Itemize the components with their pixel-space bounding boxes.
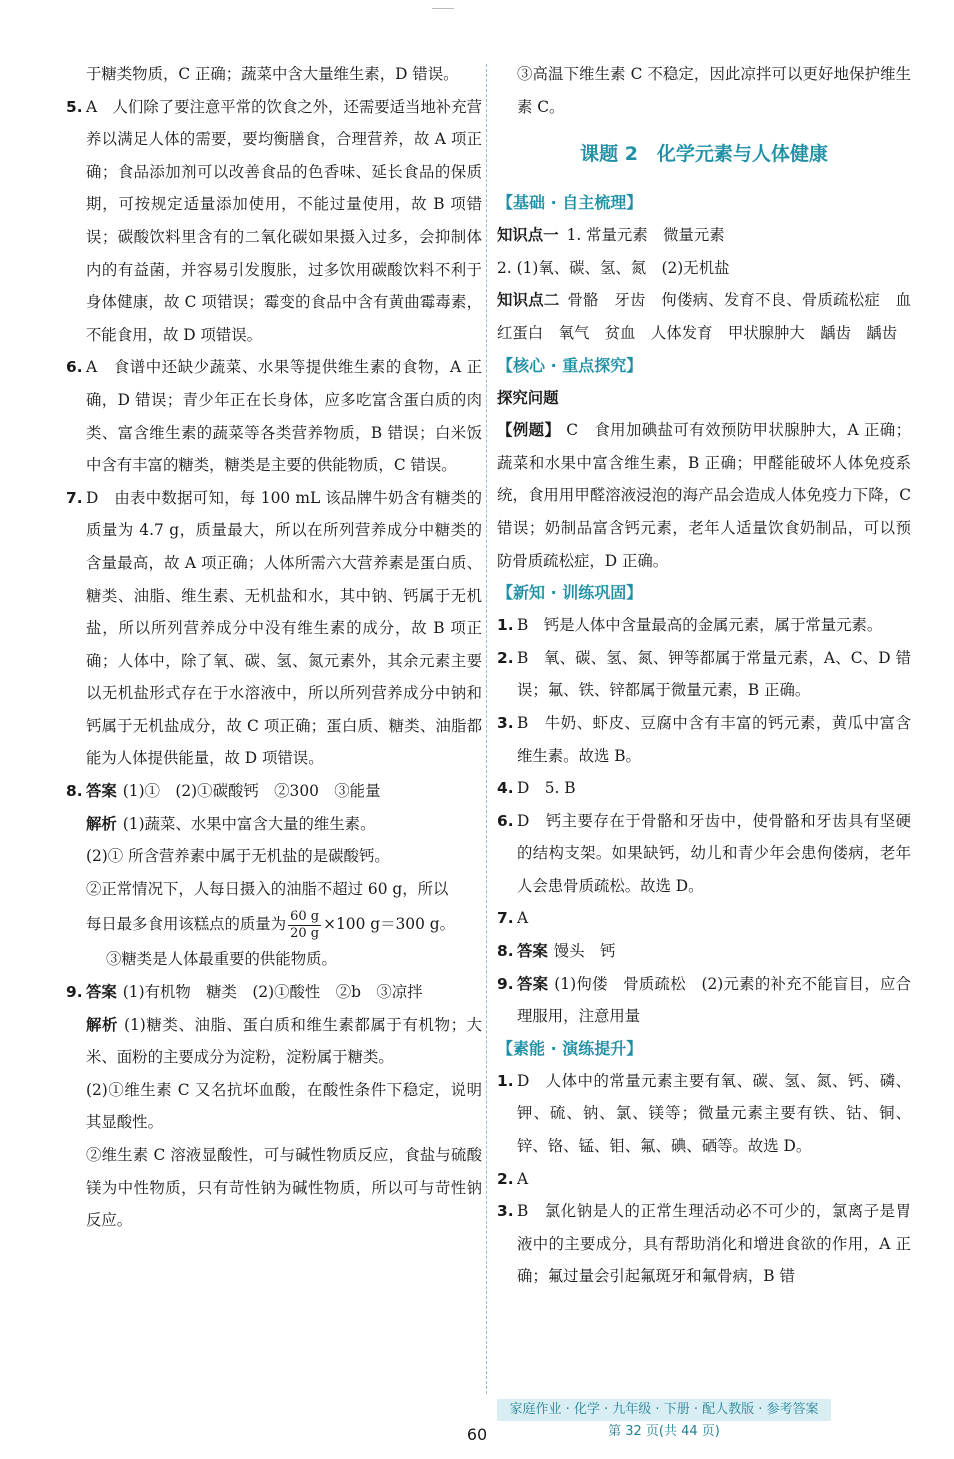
skill-2: 2. A <box>497 1169 529 1188</box>
top-mark <box>432 8 454 9</box>
new-2: 2. B 氧、碳、氢、氮、钾等都属于常量元素，A、C、D 错误；氟、铁、锌都属于微量元素，B 正确。 <box>497 648 911 700</box>
new-4-5: 4. D 5. B <box>497 779 576 798</box>
answer-label: 答案 <box>86 782 117 801</box>
answer-8-line: ③糖类是人体最重要的供能物质。 <box>106 950 337 969</box>
new-8: 8. 答案 馒头 钙 <box>497 942 616 961</box>
skill-3: 3. B 氯化钠是人的正常生理活动必不可少的，氯离子是胃液中的主要成分，具有帮助消化和增进食欲的作用，A 正确；氟过量会引起氟斑牙和氟骨病，B 错 <box>497 1202 911 1286</box>
knowledge-point-2: 知识点二 骨骼 牙齿 佝偻病、发育不良、骨质疏松症 血红蛋白 氧气 贫血 人体发育 甲状腺肿大 龋齿 龋齿 <box>497 291 911 342</box>
answer-9-line: (2)①维生素 C 又名抗坏血酸，在酸性条件下稳定，说明其显酸性。 <box>86 1080 482 1132</box>
knowledge-point-1-line2: 2. (1)氧、碳、氢、氮 (2)无机盐 <box>497 258 730 277</box>
fraction: $\frac{60 g}{20 g}$ <box>290 908 320 941</box>
new-7: 7. A <box>497 909 529 928</box>
explore-heading: 探究问题 <box>497 388 559 407</box>
answer-5: 5. A 人们除了要注意平常的饮食之外，还需要适当地补充营养以满足人体的需要，要均衡膳食，合理营养，故 A 项正确；食品添加剂可以改善食品的色香味、延长食品的保质期，可按规定适量添加使用，不能过量使用，故 B 项错误；碳酸饮料里含有的二氧化碳如果摄入过多，会抑制体内的有益菌，并容易引发腹胀，过多饮用碳酸饮料不利于身体健康，故 C 项错误；霉变的食品中含有黄曲霉毒素，不能食用，故 D 项错误。 <box>66 97 482 344</box>
knowledge-point-1: 知识点一 1. 常量元素 微量元素 <box>497 226 725 245</box>
lesson-title: 课题 2 化学元素与人体健康 <box>580 143 828 166</box>
answer-7: 7. D 由表中数据可知，每 100 mL 该品牌牛奶含有糖类的质量为 4.7 g，质量最大，所以在所列营养成分中糖类的含量最高，故 A 项正确；人体所需六大营养素是蛋白质、糖类、油脂、维生素、无机盐和水，其中钠、钙属于无机盐，所以所列营养成分中没有维生素的成分，故 B 项正确；人体中，除了氧、碳、氢、氮元素外，其余元素主要以无机盐形式存在于水溶液中，所以所列营养成分中钠和钙属于无机盐成分，故 C 项正确；蛋白质、糖类、油脂都能为人体提供能量，故 D 项错误。 <box>66 488 482 768</box>
answer-6: 6. A 食谱中还缺少蔬菜、水果等提供维生素的食物，A 正确，D 错误；青少年正在长身体，应多吃富含蛋白质的肉类、富含维生素的蔬菜等各类营养物质，B 错误；白米饭中含有丰富的糖类，糖类是主要的供能物质，C 错误。 <box>66 358 482 475</box>
answer-8-line: ②正常情况下，人每日摄入的油脂不超过 60 g，所以 <box>86 879 449 898</box>
section-heading: 【素能 · 演练提升】 <box>497 1038 643 1058</box>
example: 【例题】 C 食用加碘盐可有效预防甲状腺肿大，A 正确；蔬菜和水果中富含维生素，B 正确；甲醛能破坏人体免疫系统，食用用甲醛溶液浸泡的海产品会造成人体免疫力下降，C 错误；奶制品富含钙元素，老年人适量饮食奶制品，可以预防骨质疏松症，D 正确。 <box>497 421 911 570</box>
section-heading: 【核心 · 重点探究】 <box>497 355 643 375</box>
skill-1: 1. D 人体中的常量元素主要有氧、碳、氢、氮、钙、磷、钾、硫、钠、氯、镁等；微量元素主要有铁、钴、铜、锌、铬、锰、钼、氟、碘、硒等。故选 D。 <box>497 1071 911 1156</box>
right-column <box>497 58 911 1293</box>
answer-9-analysis: 解析 (1)糖类、油脂、蛋白质和维生素都属于有机物；大米、面粉的主要成分为淀粉，淀粉属于糖类。 <box>86 1015 482 1067</box>
section-heading: 【基础 · 自主梳理】 <box>497 193 643 213</box>
answer-8-line: (2)① 所含营养素中属于无机盐的是碳酸钙。 <box>86 847 390 866</box>
new-9: 9. 答案 (1)佝偻 骨质疏松 (2)元素的补充不能盲目，应合理服用，注意用量 <box>497 974 911 1026</box>
footer-band: 家庭作业 · 化学 · 九年级 · 下册 · 配人教版 · 参考答案 第 32 页(共 44 页) <box>497 1399 831 1421</box>
new-1: 1. B 钙是人体中含量最高的金属元素，属于常量元素。 <box>497 616 883 635</box>
section-heading: 【新知 · 训练巩固】 <box>497 583 643 603</box>
answer-9-line: ②维生素 C 溶液显酸性，可与碱性物质反应，食盐与硫酸镁为中性物质，只有苛性钠为碱性物质，所以可与苛性钠反应。 <box>86 1146 482 1230</box>
answer-label: 答案 <box>86 983 117 1002</box>
new-6: 6. D 钙主要存在于骨骼和牙齿中，使骨骼和牙齿具有坚硬的结构支架。如果缺钙，幼儿和青少年会患佝偻病，老年人会患骨质疏松。故选 D。 <box>497 811 911 895</box>
answer-8: 8. 答案 (1)① (2)①碳酸钙 ②300 ③能量 <box>66 782 381 801</box>
answer-9: 9. 答案 (1)有机物 糖类 (2)①酸性 ②b ③凉拌 <box>66 983 423 1002</box>
left-column <box>66 58 482 1237</box>
answer-8-analysis: 解析 (1)蔬菜、水果中富含大量的维生素。 <box>86 814 376 833</box>
column-divider <box>486 64 487 1394</box>
answer-8-formula: 每日最多食用该糕点的质量为 $\frac{60 g}{20 g}$ ×100 g＝300 g。 <box>86 908 456 941</box>
continuation-line: ③高温下维生素 C 不稳定，因此凉拌可以更好地保护维生素 C。 <box>517 65 911 116</box>
continuation-line: 于糖类物质，C 正确；蔬菜中含大量维生素，D 错误。 <box>86 65 459 83</box>
page-number: 60 <box>466 1425 488 1444</box>
new-3: 3. B 牛奶、虾皮、豆腐中含有丰富的钙元素，黄瓜中富含维生素。故选 B。 <box>497 713 911 765</box>
